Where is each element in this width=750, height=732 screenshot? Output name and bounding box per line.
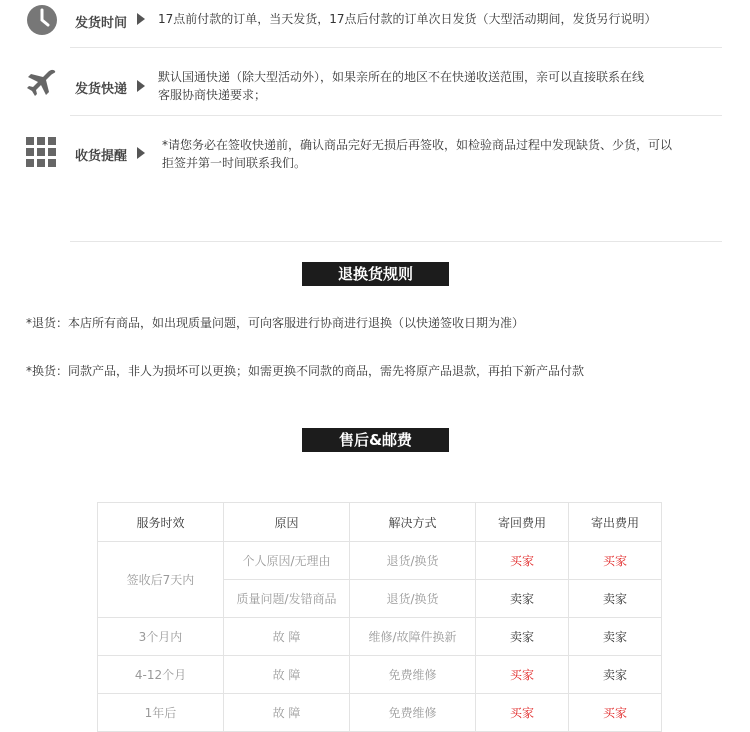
- cell-reason: 故 障: [224, 694, 350, 732]
- cell-return-fee: 买家: [476, 656, 569, 694]
- cell-solution: 退货/换货: [350, 580, 476, 618]
- cell-send-fee: 买家: [569, 694, 662, 732]
- header-period: 服务时效: [98, 503, 224, 542]
- returns-heading: 退换货规则: [302, 262, 449, 286]
- cell-send-fee: 卖家: [569, 656, 662, 694]
- shipping-time-desc: 17点前付款的订单，当天发货，17点后付款的订单次日发货（大型活动期间，发货另行说明）: [158, 12, 657, 26]
- receipt-reminder-label: 收货提醒: [75, 149, 128, 164]
- cell-reason: 质量问题/发错商品: [224, 580, 350, 618]
- cell-return-fee: 卖家: [476, 618, 569, 656]
- chevron-right-icon: [137, 13, 145, 25]
- cell-solution: 免费维修: [350, 656, 476, 694]
- aftersales-table: [97, 502, 662, 732]
- aftersales-heading: 售后&邮费: [302, 428, 449, 452]
- cell-solution: 退货/换货: [350, 542, 476, 580]
- cell-solution: 免费维修: [350, 694, 476, 732]
- clock-icon: [26, 4, 58, 36]
- return-rule: *退货：本店所有商品，如出现质量问题，可向客服进行协商进行退换（以快递签收日期为准）: [26, 316, 525, 330]
- chevron-right-icon: [137, 147, 145, 159]
- cell-period: 签收后7天内: [98, 542, 224, 618]
- cell-return-fee: 买家: [476, 694, 569, 732]
- header-return-fee: 寄回费用: [476, 503, 569, 542]
- header-reason: 原因: [224, 503, 350, 542]
- cell-return-fee: 卖家: [476, 580, 569, 618]
- cell-send-fee: 卖家: [569, 618, 662, 656]
- grid-icon: [26, 137, 58, 169]
- table-row: [98, 542, 662, 580]
- cell-send-fee: 卖家: [569, 580, 662, 618]
- receipt-reminder-desc: *请您务必在签收快递前，确认商品完好无损后再签收，如检验商品过程中发现缺货、少货，可以 拒签并第一时间联系我们。: [162, 138, 673, 170]
- shipping-time-label: 发货时间: [75, 16, 128, 31]
- cell-send-fee: 买家: [569, 542, 662, 580]
- airplane-icon: [26, 68, 58, 100]
- shipping-courier-label: 发货快递: [75, 82, 128, 97]
- table-row: [98, 656, 662, 694]
- exchange-rule: *换货：同款产品，非人为损坏可以更换；如需更换不同款的商品，需先将原产品退款，再拍下新产品付款: [26, 364, 585, 378]
- divider: [70, 115, 722, 116]
- table-row: [98, 694, 662, 732]
- cell-reason: 故 障: [224, 618, 350, 656]
- cell-reason: 个人原因/无理由: [224, 542, 350, 580]
- chevron-right-icon: [137, 80, 145, 92]
- cell-period: 1年后: [98, 694, 224, 732]
- table-row: [98, 618, 662, 656]
- divider: [70, 241, 722, 242]
- table-header-row: [98, 503, 662, 542]
- divider: [70, 47, 722, 48]
- shipping-courier-desc: 默认国通快递（除大型活动外），如果亲所在的地区不在快递收送范围，亲可以直接联系在线 客服协商快递要求；: [158, 70, 645, 102]
- cell-period: 3个月内: [98, 618, 224, 656]
- cell-period: 4-12个月: [98, 656, 224, 694]
- cell-return-fee: 买家: [476, 542, 569, 580]
- header-solution: 解决方式: [350, 503, 476, 542]
- cell-reason: 故 障: [224, 656, 350, 694]
- cell-solution: 维修/故障件换新: [350, 618, 476, 656]
- header-send-fee: 寄出费用: [569, 503, 662, 542]
